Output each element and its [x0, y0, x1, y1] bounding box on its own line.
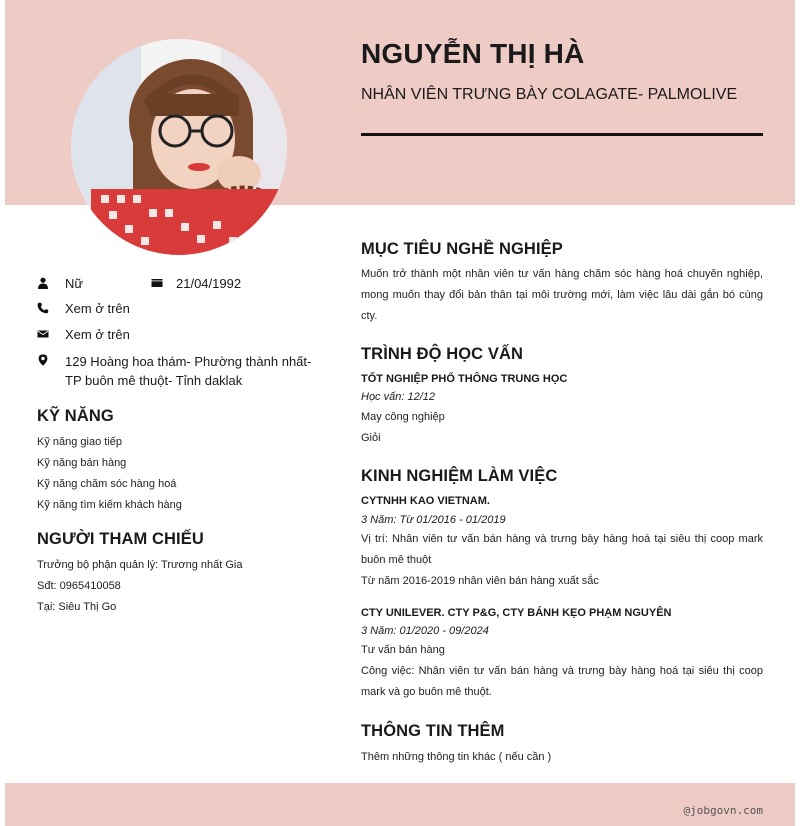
person-name: NGUYỄN THỊ HÀ — [361, 38, 585, 69]
reference-item: Tại: Siêu Thị Go — [37, 601, 117, 613]
objective-text: Muốn trở thành một nhân viên tư vấn hàng chăm sóc hàng hoá chuyên nghiệp, mong muốn thay đổi bản thân tại môi trường mới, làm việc lâu dài gắn bó cùng cty. — [361, 268, 763, 322]
more-info-title: THÔNG TIN THÊM — [361, 722, 505, 740]
gender-value: Nữ — [65, 276, 84, 291]
user-icon — [37, 277, 49, 289]
header-divider — [361, 133, 763, 136]
dob-value: 21/04/1992 — [176, 276, 242, 291]
skill-item: Kỹ năng giao tiếp — [37, 436, 123, 448]
reference-item: Sđt: 0965410058 — [37, 580, 121, 592]
skills-title: KỸ NĂNG — [37, 407, 114, 425]
job-period: 3 Năm: Từ 01/2016 - 01/2019 — [361, 514, 506, 526]
job-description: Công việc: Nhân viên tư vấn bán hàng và trưng bày hàng hoá tại siêu thị coop mark và go buôn mê thuột. — [361, 665, 763, 698]
job-company: CYTNHH KAO VIETNAM. — [361, 495, 490, 507]
job-title: NHÂN VIÊN TRƯNG BÀY COLAGATE- PALMOLIVE — [361, 86, 738, 103]
reference-item: Trưởng bộ phận quản lý: Trương nhất Gia — [37, 559, 243, 571]
footer-band — [5, 783, 795, 826]
gender-row — [37, 276, 83, 291]
job-period: 3 Năm: 01/2020 - 09/2024 — [361, 625, 489, 637]
education-school: TỐT NGHIỆP PHỔ THÔNG TRUNG HỌC — [361, 373, 568, 385]
education-grade: Giỏi — [361, 432, 381, 444]
phone-value: Xem ở trên — [65, 301, 130, 316]
skill-item: Kỹ năng chăm sóc hàng hoá — [37, 478, 177, 490]
address-row — [37, 352, 311, 390]
email-row — [37, 327, 130, 342]
objective-title: MỤC TIÊU NGHỀ NGHIỆP — [361, 240, 563, 258]
education-major: May công nghiệp — [361, 411, 445, 423]
calendar-icon — [151, 277, 163, 289]
references-title: NGƯỜI THAM CHIẾU — [37, 530, 204, 548]
address-value — [65, 352, 311, 390]
phone-row — [37, 301, 130, 316]
dob-row — [151, 276, 241, 291]
skill-item: Kỹ năng tìm kiếm khách hàng — [37, 499, 182, 511]
job-company: CTY UNILEVER. CTY P&G, CTY BÁNH KẸO PHẠM NGUYÊN — [361, 607, 672, 619]
profile-photo — [71, 39, 287, 255]
address-line-2: TP buôn mê thuột- Tỉnh daklak — [65, 373, 243, 388]
location-icon — [37, 354, 49, 366]
email-icon — [37, 328, 49, 340]
more-info-text: Thêm những thông tin khác ( nếu cần ) — [361, 751, 552, 763]
address-line-1: 129 Hoàng hoa thám- Phường thành nhất- — [65, 354, 312, 369]
email-value: Xem ở trên — [65, 327, 130, 342]
job-description: Vị trí: Nhân viên tư vấn bán hàng và trưng bày hàng hoá tại siêu thị coop mark buôn mê thuột — [361, 533, 763, 566]
skill-item: Kỹ năng bán hàng — [37, 457, 127, 469]
education-title: TRÌNH ĐỘ HỌC VẤN — [361, 345, 524, 363]
phone-icon — [37, 302, 49, 314]
education-level: Học vấn: 12/12 — [361, 391, 435, 403]
footer-watermark: @jobgovn.com — [683, 804, 763, 817]
experience-title: KINH NGHIỆM LÀM VIỆC — [361, 467, 558, 485]
job-achievement: Từ năm 2016-2019 nhân viên bán hàng xuất sắc — [361, 575, 599, 587]
job-role: Tư vấn bán hàng — [361, 644, 445, 656]
